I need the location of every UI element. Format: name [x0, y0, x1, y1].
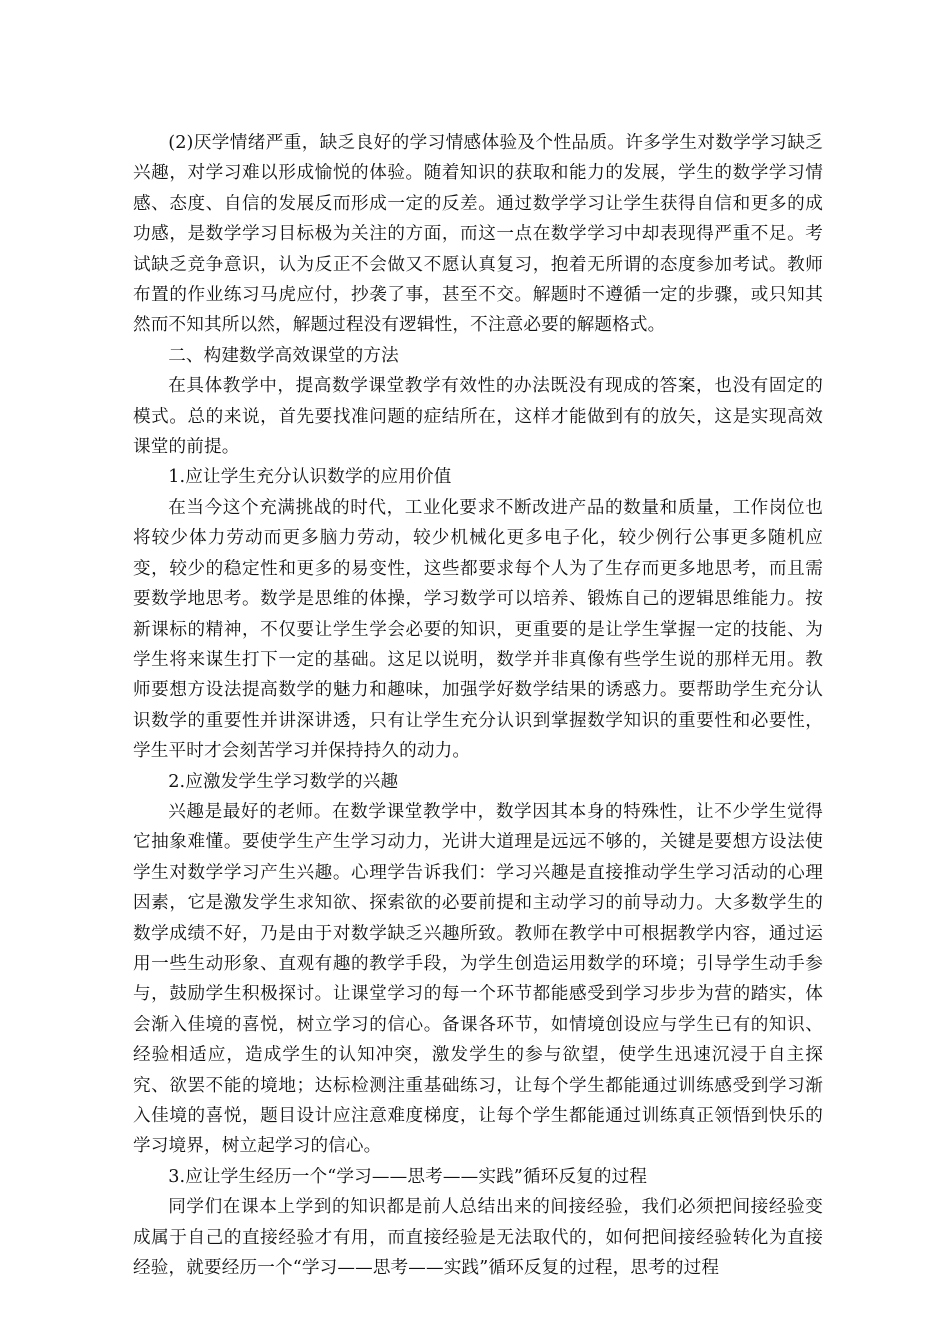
- paragraph-intro-methods: 在具体教学中，提高数学课堂教学有效性的办法既没有现成的答案，也没有固定的模式。总的来说，首先要找准问题的症结所在，这样才能做到有的放矢，这是实现高效课堂的前提。: [133, 376, 823, 458]
- section-heading-methods: 二、构建数学高效课堂的方法: [168, 345, 399, 366]
- subheading-learning-cycle: 3.应让学生经历一个“学习——思考——实践”循环反复的过程: [168, 1166, 648, 1187]
- paragraph-aversion: (2)厌学情绪严重，缺乏良好的学习情感体验及个性品质。许多学生对数学学习缺乏兴趣，对学习难以形成愉悦的体验。随着知识的获取和能力的发展，学生的数学学习情感、态度、自信的发展反而形成一定的反差。通过数学学习让学生获得自信和更多的成功感，是数学学习目标极为关注的方面，而这一点在数学学习中却表现得严重不足。考试缺乏竞争意识，认为反正不会做又不愿认真复习，抱着无所谓的态度参加考试。教师布置的作业练习马虎应付，抄袭了事，甚至不交。解题时不遵循一定的步骤，或只知其然而不知其所以然，解题过程没有逻辑性，不注意必要的解题格式。: [133, 133, 823, 336]
- subheading-interest: 2.应激发学生学习数学的兴趣: [168, 771, 399, 792]
- document-page: [133, 128, 823, 1283]
- paragraph-application-value: 在当今这个充满挑战的时代，工业化要求不断改进产品的数量和质量，工作岗位也将较少体力劳动而更多脑力劳动，较少机械化更多电子化，较少例行公事更多随机应变，较少的稳定性和更多的易变性，这些都要求每个人为了生存而更多地思考，而且需要数学地思考。数学是思维的体操，学习数学可以培养、锻炼自己的逻辑思维能力。按新课标的精神，不仅要让学生学会必要的知识，更重要的是让学生掌握一定的技能、为学生将来谋生打下一定的基础。这足以说明，数学并非真像有些学生说的那样无用。教师要想方设法提高数学的魅力和趣味，加强学好数学结果的诱惑力。要帮助学生充分认识数学的重要性并讲深讲透，只有让学生充分认识到掌握数学知识的重要性和必要性，学生平时才会刻苦学习并保持持久的动力。: [133, 497, 823, 762]
- paragraph-learning-cycle: 同学们在课本上学到的知识都是前人总结出来的间接经验，我们必须把间接经验变成属于自己的直接经验才有用，而直接经验是无法取代的，如何把间接经验转化为直接经验，就要经历一个“学习——思考——实践”循环反复的过程，思考的过程: [133, 1197, 823, 1279]
- paragraph-interest: 兴趣是最好的老师。在数学课堂教学中，数学因其本身的特殊性，让不少学生觉得它抽象难懂。要使学生产生学习动力，光讲大道理是远远不够的，关键是要想方设法使学生对数学学习产生兴趣。心理学告诉我们：学习兴趣是直接推动学生学习活动的心理因素，它是激发学生求知欲、探索欲的必要前提和主动学习的前导动力。大多数学生的数学成绩不好，乃是由于对数学缺乏兴趣所致。教师在教学中可根据教学内容，通过运用一些生动形象、直观有趣的教学手段，为学生创造运用数学的环境；引导学生动手参与，鼓励学生积极探讨。让课堂学习的每一个环节都能感受到学习步步为营的踏实，体会渐入佳境的喜悦，树立学习的信心。备课各环节，如情境创设应与学生已有的知识、经验相适应，造成学生的认知冲突，激发学生的参与欲望，使学生迅速沉浸于自主探究、欲罢不能的境地；达标检测注重基础练习，让每个学生都能通过训练感受到学习渐入佳境的喜悦，题目设计应注意难度梯度，让每个学生都能通过训练真正领悟到快乐的学习境界，树立起学习的信心。: [133, 801, 823, 1157]
- subheading-application-value: 1.应让学生充分认识数学的应用价值: [168, 467, 452, 488]
